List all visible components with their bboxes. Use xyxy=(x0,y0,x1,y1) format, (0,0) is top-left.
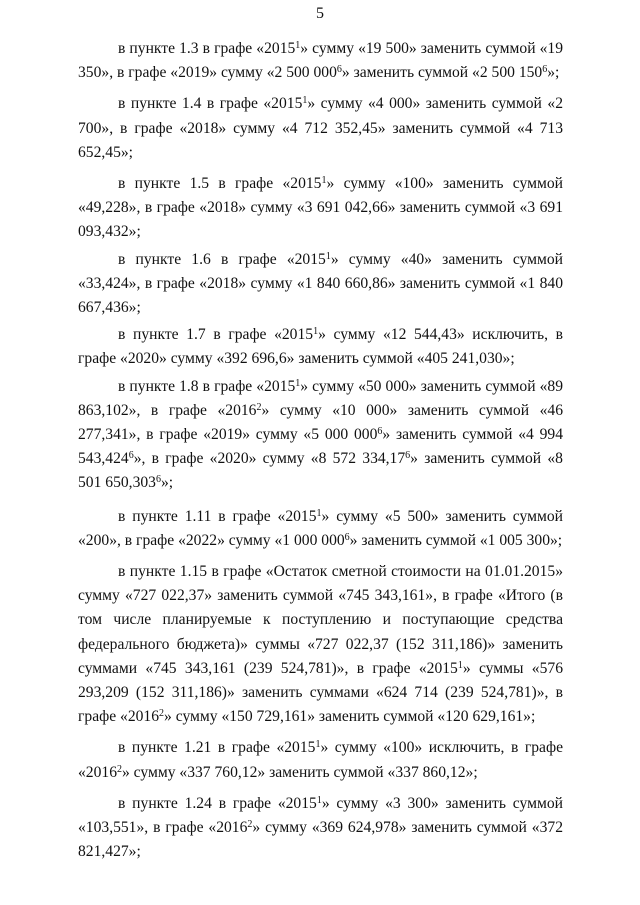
amendment-paragraph: в пункте 1.3 в графе «2015$^1$» сумму «19 500» заменить суммой «19 350», в графе «2019» сумму «2 500 $000^6$» заменить суммой «2 500 $150^6$»; xyxy=(78,40,563,82)
amendment-paragraph: в пункте 1.4 в графе «2015$^1$» сумму «4 000» заменить суммой «2 700», в графе «2018» сумму «4 712 352,45» заменить суммой «4 713 652,45»; xyxy=(78,95,563,161)
footnote-marker: 1 xyxy=(295,377,301,389)
footnote-marker: 1 xyxy=(457,659,463,671)
footnote-marker: 6 xyxy=(155,474,161,486)
amendment-paragraph: в пункте 1.21 в графе «2015$^1$» сумму «100» исключить, в графе «2016$^2$» сумму «337 760,12» заменить суммой «337 860,12»; xyxy=(78,739,563,781)
footnote-marker: 1 xyxy=(325,250,331,262)
footnote-marker: 1 xyxy=(313,326,319,338)
footnote-marker: 6 xyxy=(542,64,548,76)
amendment-paragraph: в пункте 1.8 в графе «2015$^1$» сумму «50 000» заменить суммой «89 863,102», в графе «2016$^2$» сумму «10 000» заменить суммой «46 277,341», в графе «2019» сумму «5 000 $000^6$» заменить суммой «4 994 543,424$^6$», в графе «2020» сумму «8 572 334,17$^6$» заменить суммой «8 501 650,303$^6$»; xyxy=(78,377,563,492)
footnote-marker: 2 xyxy=(159,708,165,720)
footnote-marker: 6 xyxy=(128,450,134,462)
amendment-paragraph: в пункте 1.11 в графе «2015$^1$» сумму «5 500» заменить суммой «200», в графе «2022» сумму «1 000 $000^6$» заменить суммой «1 005 300»; xyxy=(78,507,563,549)
footnote-marker: 1 xyxy=(321,175,327,187)
footnote-marker: 2 xyxy=(247,819,253,831)
amendment-paragraph: в пункте 1.7 в графе «2015$^1$» сумму «12 544,43» исключить, в графе «2020» сумму «392 696,6» заменить суммой «405 241,030»; xyxy=(78,326,563,368)
footnote-marker: 2 xyxy=(116,763,122,775)
footnote-marker: 1 xyxy=(316,794,322,806)
footnote-marker: 2 xyxy=(256,401,262,413)
amendment-paragraph: в пункте 1.24 в графе «2015$^1$» сумму «3 300» заменить суммой «103,551», в графе «2016$^2$» сумму «369 624,978» заменить суммой «372 821,427»; xyxy=(78,794,563,861)
footnote-marker: 6 xyxy=(344,531,350,543)
footnote-marker: 6 xyxy=(377,426,383,438)
footnote-marker: 1 xyxy=(302,95,308,107)
footnote-marker: 6 xyxy=(336,64,342,76)
footnote-marker: 1 xyxy=(316,507,322,519)
footnote-marker: 6 xyxy=(405,450,411,462)
amendment-paragraph: в пункте 1.6 в графе «2015$^1$» сумму «40» заменить суммой «33,424», в графе «2018» сумму «1 840 660,86» заменить суммой «1 840 667,436»; xyxy=(78,250,563,317)
footnote-marker: 1 xyxy=(295,40,301,51)
document-body xyxy=(78,37,563,872)
amendment-paragraph: в пункте 1.15 в графе «Остаток сметной стоимости на 01.01.2015» сумму «727 022,37» заменить суммой «745 343,161», в графе «Итого (в том числе планируемые к поступлению и поступающие средства федерального бюджета)» суммы «727 022,37 (152 311,186)» заменить суммами «745 343,161 (239 524,781)», в графе «2015$^1$» суммы «576 293,209 (152 311,186)» заменить суммами «624 714 (239 524,781)», в графе «2016$^2$» сумму «150 729,161» заменить суммой «120 629,161»; xyxy=(78,563,563,726)
page-number: 5 xyxy=(316,5,324,22)
footnote-marker: 1 xyxy=(315,739,321,751)
amendment-paragraph: в пункте 1.5 в графе «2015$^1$» сумму «100» заменить суммой «49,228», в графе «2018» сумму «3 691 042,66» заменить суммой «3 691 093,432»; xyxy=(78,175,563,241)
